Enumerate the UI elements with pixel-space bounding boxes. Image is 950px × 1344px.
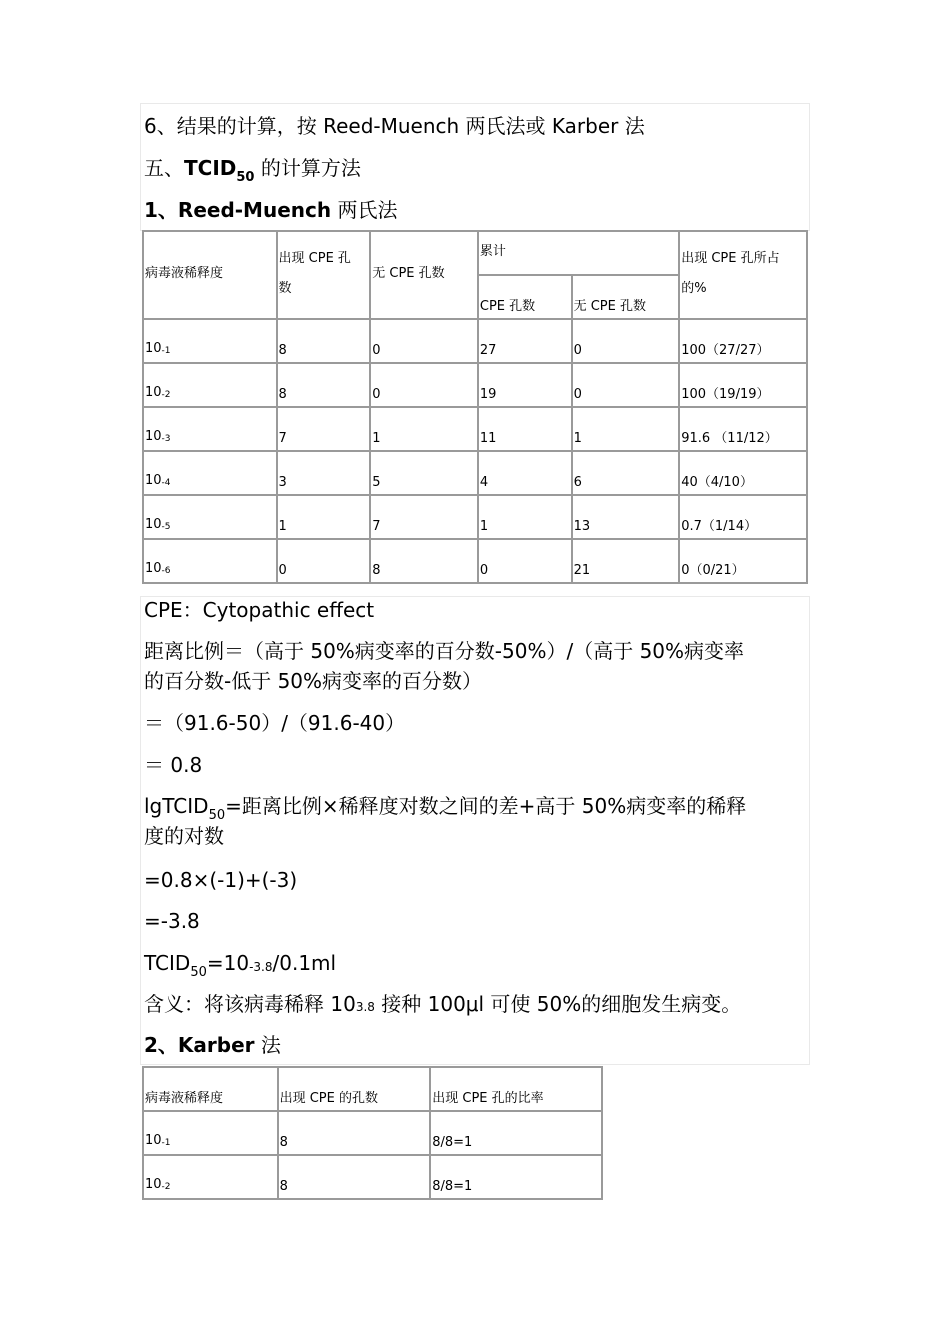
cell-ratio: 8/8=1	[430, 1155, 602, 1199]
cell-cpe: 0	[277, 539, 371, 583]
cell-no-cpe: 8	[370, 539, 478, 583]
section-heading-tcid	[144, 154, 361, 185]
table-row	[143, 1111, 602, 1155]
cell-cum-no-cpe: 6	[572, 451, 680, 495]
cell-cpe: 8	[277, 363, 371, 407]
k-header-dilution: 病毒液稀释度	[143, 1067, 278, 1111]
header-no-cpe-wells: 无 CPE 孔数	[370, 231, 478, 319]
cell-cum-cpe: 19	[478, 363, 572, 407]
karber-suffix: 法	[254, 1033, 281, 1057]
cell-percent: 40（4/10）	[679, 451, 807, 495]
reed-muench-bold: 1、Reed-Muench	[144, 198, 332, 222]
cell-dilution: 10-2	[143, 363, 277, 407]
cell-percent: 0.7（1/14）	[679, 495, 807, 539]
header-cpe-wells: 出现 CPE 孔 数	[277, 231, 371, 319]
heading-tcid: TCID	[184, 156, 237, 180]
lg-tcid-formula-line-2: 度的对数	[144, 824, 224, 848]
cell-cpe-count: 8	[278, 1111, 431, 1155]
reed-muench-suffix: 两氏法	[331, 198, 398, 222]
cell-no-cpe: 1	[370, 407, 478, 451]
cell-dilution: 10-2	[143, 1155, 278, 1199]
heading-suffix: 的计算方法	[254, 156, 361, 180]
table-row	[143, 539, 807, 583]
cell-cpe: 7	[277, 407, 371, 451]
calc-step-1: ＝（91.6-50）/（91.6-40）	[144, 711, 406, 735]
reed-muench-table	[142, 230, 808, 584]
header-cum-no-cpe: 无 CPE 孔数	[572, 275, 680, 319]
cell-cum-cpe: 4	[478, 451, 572, 495]
cell-percent: 0（0/21）	[679, 539, 807, 583]
heading-tcid-sub: 50	[236, 170, 255, 185]
karber-table	[142, 1066, 603, 1200]
heading-prefix: 五、	[144, 156, 184, 180]
lg-tcid-formula: lgTCID$_{50}$=距离比例×稀释度对数之间的差+高于 50%病变率的稀释	[144, 794, 747, 823]
cell-dilution: 10-4	[143, 451, 277, 495]
cpe-definition: CPE：Cytopathic effect	[144, 598, 375, 622]
cell-no-cpe: 0	[370, 319, 478, 363]
cell-cpe-count: 8	[278, 1155, 431, 1199]
karber-bold: 2、Karber	[144, 1033, 255, 1057]
header-cpe-percent: 出现 CPE 孔所占 的%	[679, 231, 807, 319]
reed-muench-heading	[144, 196, 397, 224]
cell-cpe: 8	[277, 319, 371, 363]
table-row	[143, 363, 807, 407]
table-row	[143, 1155, 602, 1199]
calc-step-4: =-3.8	[144, 909, 200, 933]
calc-step-3: =0.8×(-1)+(-3)	[144, 868, 298, 892]
cell-cum-cpe: 27	[478, 319, 572, 363]
karber-heading	[144, 1031, 281, 1059]
cell-percent: 100（19/19）	[679, 363, 807, 407]
cell-no-cpe: 5	[370, 451, 478, 495]
k-header-cpe-count: 出现 CPE 的孔数	[278, 1067, 431, 1111]
result-calc-line: 6、结果的计算，按 Reed-Muench 两氏法或 Karber 法	[144, 114, 645, 138]
cell-dilution: 10-6	[143, 539, 277, 583]
table-row	[143, 495, 807, 539]
cell-no-cpe: 0	[370, 363, 478, 407]
cell-dilution: 10-5	[143, 495, 277, 539]
table-row	[143, 319, 807, 363]
header-cum-cpe: CPE 孔数	[478, 275, 572, 319]
cell-cum-cpe: 1	[478, 495, 572, 539]
cell-cum-cpe: 11	[478, 407, 572, 451]
k-header-ratio: 出现 CPE 孔的比率	[430, 1067, 602, 1111]
meaning-line: 含义：将该病毒稀释 103.8 接种 100μl 可使 50%的细胞发生病变。	[144, 992, 742, 1016]
cell-cpe: 1	[277, 495, 371, 539]
cell-percent: 91.6 （11/12）	[679, 407, 807, 451]
table-row	[143, 407, 807, 451]
header-dilution: 病毒液稀释度	[143, 231, 277, 319]
cell-cum-no-cpe: 0	[572, 363, 680, 407]
cell-cpe: 3	[277, 451, 371, 495]
cell-cum-no-cpe: 0	[572, 319, 680, 363]
distance-ratio-line-2: 的百分数-低于 50%病变率的百分数）	[144, 669, 483, 693]
cell-cum-no-cpe: 1	[572, 407, 680, 451]
cell-dilution: 10-1	[143, 1111, 278, 1155]
cell-cum-no-cpe: 21	[572, 539, 680, 583]
cell-ratio: 8/8=1	[430, 1111, 602, 1155]
cell-dilution: 10-3	[143, 407, 277, 451]
cell-cum-cpe: 0	[478, 539, 572, 583]
calc-step-2: ＝ 0.8	[144, 753, 203, 777]
cell-percent: 100（27/27）	[679, 319, 807, 363]
header-cumulative: 累计	[478, 231, 679, 275]
tcid-result: $TCID_{50}=10-3.8/0.1ml$	[144, 951, 337, 980]
cell-cum-no-cpe: 13	[572, 495, 680, 539]
cell-no-cpe: 7	[370, 495, 478, 539]
distance-ratio-line-1: 距离比例＝（高于 50%病变率的百分数-50%）/（高于 50%病变率	[144, 639, 745, 663]
table-row	[143, 451, 807, 495]
cell-dilution: 10-1	[143, 319, 277, 363]
